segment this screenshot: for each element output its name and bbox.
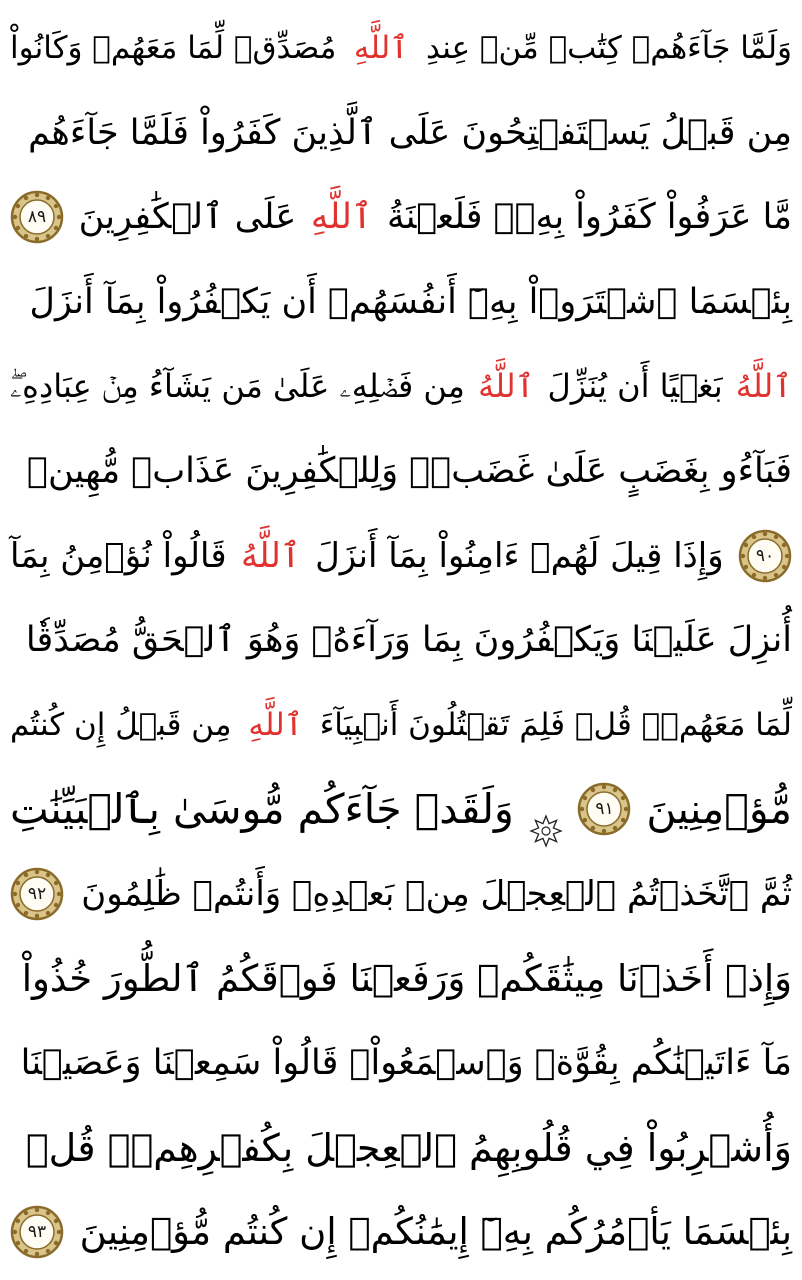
divine-name-text: ٱللَّهِ: [248, 706, 303, 743]
verse-text: وَإِذۡ أَخَذۡنَا مِيثَٰقَكُمۡ وَرَفَعۡنَا فَوۡقَكُمُ ٱلطُّورَ خُذُواْ: [21, 956, 792, 1000]
ayah-end-medallion-icon: [10, 867, 64, 921]
verse-text: وَلَقَدۡ جَآءَكُم مُّوسَىٰ بِٱلۡبَيِّنَٰتِ: [10, 785, 514, 834]
verse-text: مُصَدِّقٞ لِّمَا مَعَهُمۡ وَكَانُواْ: [10, 30, 337, 66]
verse-text: وَإِذَا قِيلَ لَهُمۡ ءَامِنُواْ بِمَآ أَنزَلَ: [315, 535, 724, 576]
verse-line: [10, 260, 792, 344]
divine-name-text: ٱللَّهُ: [240, 535, 301, 576]
verse-text: وَلَمَّا جَآءَهُمۡ كِتَٰبٞ مِّنۡ عِندِ: [425, 30, 792, 66]
verse-text: لِّمَا مَعَهُمۡۗ قُلۡ فَلِمَ تَقۡتُلُونَ أَنۢبِيَآءَ: [319, 706, 792, 743]
verse-line: [10, 91, 792, 175]
verse-text: بِئۡسَمَا ٱشۡتَرَوۡاْ بِهِۦٓ أَنفُسَهُمۡ أَن يَكۡفُرُواْ بِمَآ أَنزَلَ: [29, 281, 792, 322]
verse-text: عَلَى ٱلۡكَٰفِرِينَ: [78, 197, 297, 238]
verse-line: [10, 429, 792, 513]
ayah-end-medallion-icon: [10, 190, 64, 244]
verse-line: [10, 514, 792, 598]
verse-text: فَبَآءُو بِغَضَبٍ عَلَىٰ غَضَبٖۚ وَلِلۡكَٰفِرِينَ عَذَابٞ مُّهِينٞ: [27, 451, 792, 491]
ayah-number: ٩٣: [27, 1222, 47, 1243]
verse-line: [10, 852, 792, 936]
verse-line: [10, 344, 792, 428]
verse-line: [10, 767, 792, 851]
verse-text: بِئۡسَمَا يَأۡمُرُكُم بِهِۦٓ إِيمَٰنُكُمۡ إِن كُنتُم مُّؤۡمِنِينَ: [79, 1210, 792, 1254]
verse-line: [10, 937, 792, 1021]
verse-line: [10, 6, 792, 90]
ayah-number: ٨٩: [27, 207, 47, 228]
verse-line: [10, 175, 792, 259]
verse-text: مُّؤۡمِنِينَ: [646, 785, 792, 834]
verse-text: بَغۡيًا أَن يُنَزِّلَ: [547, 367, 723, 406]
verse-text: ثُمَّ ٱتَّخَذۡتُمُ ٱلۡعِجۡلَ مِنۢ بَعۡدِهِۦ وَأَنتُمۡ ظَٰلِمُونَ: [81, 874, 792, 914]
ayah-end-medallion-icon: [738, 529, 792, 583]
verse-text: مِن فَضۡلِهِۦ عَلَىٰ مَن يَشَآءُ مِنۡ عِبَادِهِۦۖ: [10, 367, 465, 406]
verse-line: [10, 683, 792, 767]
ayah-end-medallion-icon: [577, 782, 631, 836]
verse-text: مِن قَبۡلُ يَسۡتَفۡتِحُونَ عَلَى ٱلَّذِينَ كَفَرُواْ فَلَمَّا جَآءَهُم: [28, 112, 792, 153]
verse-line: [10, 1021, 792, 1105]
verse-text: وَأُشۡرِبُواْ فِي قُلُوبِهِمُ ٱلۡعِجۡلَ بِكُفۡرِهِمۡۚ قُلۡ: [25, 1125, 792, 1170]
verse-text: مَآ ءَاتَيۡنَٰكُم بِقُوَّةٖ وَٱسۡمَعُواْۖ قَالُواْ سَمِعۡنَا وَعَصَيۡنَا: [20, 1043, 792, 1084]
verse-text: أُنزِلَ عَلَيۡنَا وَيَكۡفُرُونَ بِمَا وَرَآءَهُۥ وَهُوَ ٱلۡحَقُّ مُصَدِّقٗا: [25, 620, 792, 661]
ayah-number: ٩٠: [755, 545, 775, 566]
verse-line: [10, 598, 792, 682]
verse-text: مِن قَبۡلُ إِن كُنتُم: [10, 706, 232, 743]
hizb-star-icon: [529, 792, 563, 826]
ayah-end-medallion-icon: [10, 1205, 64, 1259]
verse-line: [10, 1106, 792, 1190]
ayah-number: ٩١: [595, 799, 614, 820]
divine-name-text: ٱللَّهِ: [310, 197, 373, 238]
hizb-star-shape: [529, 814, 563, 848]
verse-text: قَالُواْ نُؤۡمِنُ بِمَآ: [10, 535, 227, 576]
verse-text: مَّا عَرَفُواْ كَفَرُواْ بِهِۦۚ فَلَعۡنَةُ: [387, 197, 792, 238]
ayah-number: ٩٢: [27, 884, 47, 904]
divine-name-text: ٱللَّهُ: [735, 367, 792, 406]
divine-name-text: ٱللَّهُ: [478, 367, 535, 406]
divine-name-text: ٱللَّهِ: [353, 30, 409, 66]
verse-line: [10, 1190, 792, 1274]
